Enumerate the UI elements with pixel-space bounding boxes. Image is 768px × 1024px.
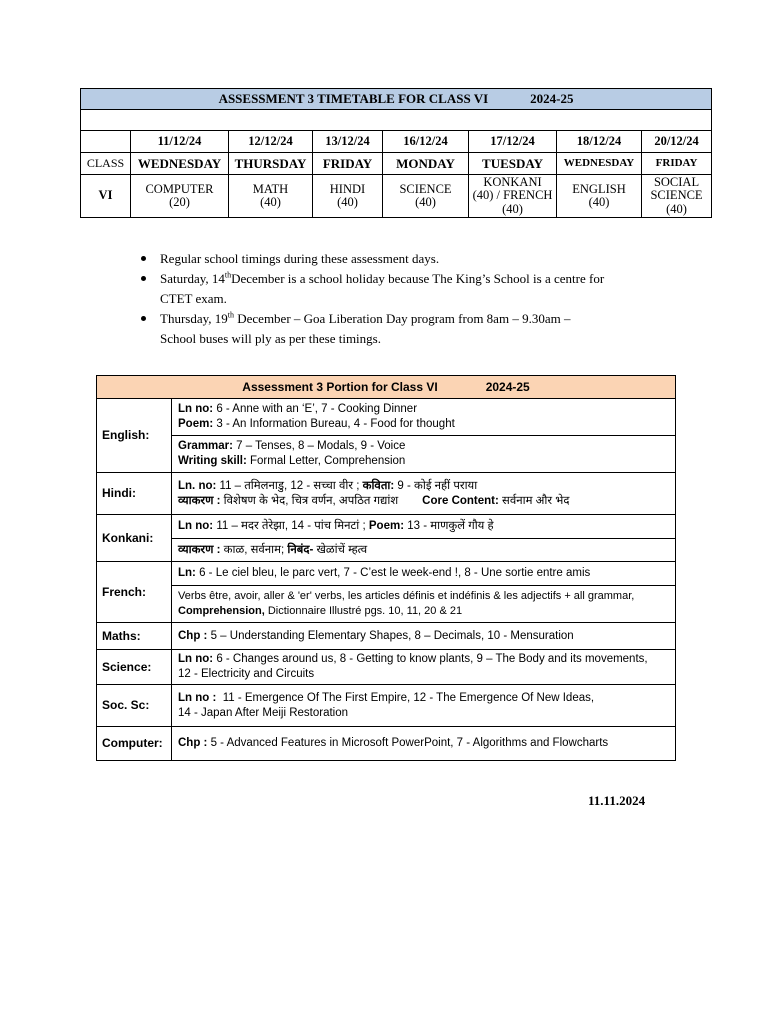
bullet-icon <box>141 316 146 321</box>
subject-marks: (40) / FRENCH <box>472 188 553 203</box>
portion-cell <box>172 685 676 727</box>
portion-cell <box>172 515 676 539</box>
timetable-date: 17/12/24 <box>469 131 557 153</box>
timetable-day: MONDAY <box>383 153 469 175</box>
subject-label-socsc: Soc. Sc: <box>97 685 172 727</box>
subject-name: KONKANI <box>483 175 542 190</box>
portion-text: 5 – Understanding Elementary Shapes, 8 – Decimals, 10 - Mensuration <box>207 629 574 642</box>
subject-marks: (40) <box>415 195 436 209</box>
timetable-empty-row <box>81 110 712 131</box>
timetable-year: 2024-25 <box>530 91 574 107</box>
portion-key: कविता: <box>362 479 395 492</box>
portion-key: Comprehension, <box>178 605 265 617</box>
portion-key: Ln no: <box>178 653 214 665</box>
timetable-class-value: VI <box>81 175 131 218</box>
portion-text: काळ, सर्वनाम; <box>220 543 288 556</box>
portion-text: 5 - Advanced Features in Microsoft PowerPoint, 7 - Algorithms and Flowcharts <box>207 737 609 749</box>
portion-key: Poem: <box>178 418 214 430</box>
note-text: CTET exam. <box>160 291 227 306</box>
portion-key: Poem: <box>368 520 405 532</box>
timetable-title-cell <box>81 89 712 110</box>
portion-cell <box>172 650 676 685</box>
note-text: December – Goa Liberation Day program from 8am – 9.30am – <box>234 311 571 326</box>
portion-key: Ln no: <box>178 520 214 532</box>
note-text: December is a school holiday because The King’s School is a centre for <box>231 271 605 286</box>
subject-marks: (40) <box>502 201 523 216</box>
timetable-day: WEDNESDAY <box>557 153 642 175</box>
timetable-day: THURSDAY <box>229 153 313 175</box>
portion-cell <box>172 562 676 586</box>
portion-cell <box>172 473 676 515</box>
note-sup: th <box>224 270 232 280</box>
subject-label-science: Science: <box>97 650 172 685</box>
subject-name: HINDI <box>329 181 366 196</box>
portion-text: 6 - Anne with an ‘E’, 7 - Cooking Dinner <box>213 403 418 415</box>
subject-name: SCIENCE <box>650 188 703 203</box>
timetable-class-header: CLASS <box>81 153 131 175</box>
portion-text: 11 – मदर तेरेझा, 14 - पांच मिनटां ; <box>213 520 369 532</box>
note-text: Thursday, 19 <box>160 311 228 326</box>
note-item <box>137 249 697 269</box>
note-item <box>137 309 697 349</box>
portion-text: खेळांचें म्हत्व <box>313 543 368 556</box>
portion-key: निबंद- <box>287 543 314 556</box>
portion-key: Ln: <box>178 567 196 579</box>
portion-text: Formal Letter, Comprehension <box>246 455 406 467</box>
subject-marks: (40) <box>588 195 610 209</box>
portion-cell <box>172 727 676 761</box>
subject-marks: (20) <box>169 195 190 209</box>
timetable-subject-cell <box>229 175 313 218</box>
portion-key: Chp : <box>178 737 208 749</box>
subject-marks: (40) <box>260 195 281 209</box>
portion-text: 6 - Le ciel bleu, le parc vert, 7 - C’est le week-end !, 8 - Une sortie entre amis <box>195 567 591 579</box>
subject-label-hindi: Hindi: <box>97 473 172 515</box>
subject-label-maths: Maths: <box>97 623 172 650</box>
timetable-day: TUESDAY <box>469 153 557 175</box>
timetable-subject-cell <box>313 175 383 218</box>
timetable-subject-cell <box>469 175 557 218</box>
portion-key: Ln no : <box>178 691 217 704</box>
subject-label-konkani: Konkani: <box>97 515 172 562</box>
timetable-title: ASSESSMENT 3 TIMETABLE FOR CLASS VI <box>218 91 489 107</box>
notes-list <box>137 249 697 349</box>
portion-cell <box>172 586 676 623</box>
timetable-date: 13/12/24 <box>313 131 383 153</box>
note-text: Saturday, 14 <box>160 271 225 286</box>
portion-cell <box>172 623 676 650</box>
portion-text: 13 - माणकुलें गौय हे <box>404 520 494 532</box>
timetable-subject-cell <box>557 175 642 218</box>
portion-key: Ln no: <box>178 403 214 415</box>
timetable-date: 18/12/24 <box>557 131 642 153</box>
timetable-date: 11/12/24 <box>131 131 229 153</box>
portion-text: 12 - Electricity and Circuits <box>178 668 315 680</box>
portion-text: 11 - Emergence Of The First Empire, 12 - The Emergence Of New Ideas, <box>216 691 595 704</box>
portion-title: Assessment 3 Portion for Class VI <box>242 379 438 394</box>
timetable-subject-cell <box>383 175 469 218</box>
bullet-icon <box>141 256 146 261</box>
portion-text: 14 - Japan After Meiji Restoration <box>178 706 349 719</box>
portion-key: व्याकरण : <box>178 543 221 556</box>
note-item <box>137 269 697 309</box>
portion-year: 2024-25 <box>485 379 530 394</box>
portion-text: 9 - कोई नहीं पराया <box>394 479 478 492</box>
timetable-date: 16/12/24 <box>383 131 469 153</box>
portion-text: 7 – Tenses, 8 – Modals, 9 - Voice <box>232 440 406 452</box>
note-text: Regular school timings during these assessment days. <box>160 251 440 266</box>
portion-text: Verbs être, avoir, aller & 'er' verbs, les articles définis et indéfinis & les adjectifs + all grammar, <box>178 590 635 602</box>
subject-marks: (40) <box>666 201 687 216</box>
timetable-day: WEDNESDAY <box>131 153 229 175</box>
portion-key: Ln. no: <box>178 479 217 492</box>
portion-text: विशेषण के भेद, चित्र वर्णन, अपठित गद्यांश <box>220 494 399 507</box>
portion-text: सर्वनाम और भेद <box>498 494 570 507</box>
subject-label-english: English: <box>97 399 172 473</box>
portion-key: Chp : <box>178 629 208 642</box>
timetable <box>80 88 712 218</box>
timetable-corner-cell <box>81 131 131 153</box>
note-sup: th <box>227 310 234 320</box>
portion-title-cell <box>97 376 676 399</box>
timetable-day: FRIDAY <box>313 153 383 175</box>
subject-name: COMPUTER <box>145 181 214 196</box>
timetable-subject-cell <box>642 175 712 218</box>
portion-table <box>96 375 676 761</box>
portion-cell <box>172 436 676 473</box>
subject-name: SCIENCE <box>399 181 452 196</box>
portion-key: Writing skill: <box>178 455 247 467</box>
bullet-icon <box>141 276 146 281</box>
timetable-date: 12/12/24 <box>229 131 313 153</box>
subject-name: ENGLISH <box>572 181 626 196</box>
subject-name: MATH <box>252 181 289 196</box>
portion-cell <box>172 399 676 436</box>
portion-text: 3 - An Information Bureau, 4 - Food for thought <box>213 418 455 430</box>
portion-cell <box>172 539 676 562</box>
subject-name: SOCIAL <box>653 175 700 190</box>
timetable-subject-cell <box>131 175 229 218</box>
subject-label-french: French: <box>97 562 172 623</box>
portion-text: 11 – तमिलनाडु, 12 - सच्चा वीर ; <box>216 479 363 492</box>
portion-key: Core Content: <box>422 494 499 507</box>
portion-text: Dictionnaire Illustré pgs. 10, 11, 20 & 21 <box>264 605 463 617</box>
subject-marks: (40) <box>337 195 358 209</box>
portion-key: Grammar: <box>178 440 233 452</box>
portion-text: 6 - Changes around us, 8 - Getting to know plants, 9 – The Body and its movements, <box>213 653 648 665</box>
timetable-day: FRIDAY <box>642 153 712 175</box>
portion-key: व्याकरण : <box>178 494 221 507</box>
note-text: School buses will ply as per these timings. <box>160 331 381 346</box>
document-date: 11.11.2024 <box>588 793 646 808</box>
timetable-date: 20/12/24 <box>642 131 712 153</box>
subject-label-computer: Computer: <box>97 727 172 761</box>
